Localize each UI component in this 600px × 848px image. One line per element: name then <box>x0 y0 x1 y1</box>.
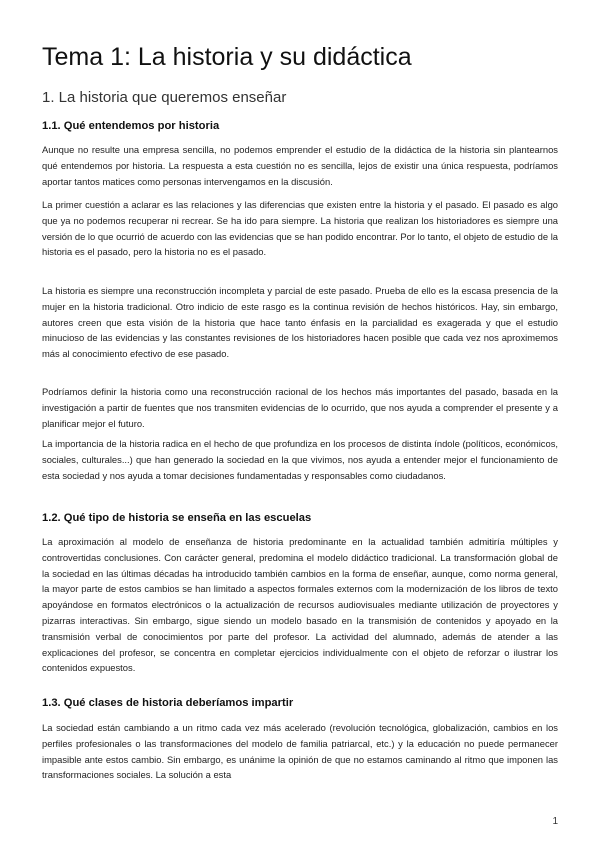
paragraph: La sociedad están cambiando a un ritmo cada vez más acelerado (revolución tecnológica, globalización, cambios en los perfiles profesionales o las transformaciones del modelo de familia patriarcal, etc.) y la educación no puede permanecer impasible ante estos cambio. Sin embargo, es unánime la opinión de que no estamos caminando al ritmo que imponen las transformaciones sociales. La solución a esta <box>42 722 558 781</box>
paragraph: Aunque no resulte una empresa sencilla, no podemos emprender el estudio de la didáctica de la historia sin plantearnos qué entendemos por historia. La respuesta a esta cuestión no es sencilla, lejos de existir una única respuesta, podríamos aportar tantos matices como personas intervengamos en la discusión. <box>42 144 558 187</box>
subsection-heading-1-2: 1.2. Qué tipo de historia se enseña en las escuelas <box>42 512 312 524</box>
subsection-heading-1-3: 1.3. Qué clases de historia deberíamos impartir <box>42 697 294 709</box>
paragraph: La importancia de la historia radica en el hecho de que profundiza en los procesos de distinta índole (políticos, económicos, sociales, culturales...) que han generado la sociedad en la que vivimos, nos ayuda a entender mejor el funcionamiento de esta sociedad y nos ayuda a tomar decisiones fundamentadas y responsables como ciudadanos. <box>42 438 558 481</box>
paragraph: La historia es siempre una reconstrucción incompleta y parcial de este pasado. Prueba de ello es la escasa presencia de la mujer en la historia tradicional. Otro indicio de este rasgo es la continua revisión de hechos históricos. Hay, sin embargo, autores creen que esta visión de la historia que hace tanto énfasis en la parcialidad es exagerada y que el estudio minucioso de las evidencias y las constantes revisiones de los historiadores hacen posible que cada vez nos aproximemos más al conocimiento efectivo de ese pasado. <box>42 285 558 360</box>
paragraph: La aproximación al modelo de enseñanza de historia predominante en la actualidad también admitiría múltiples y controvertidas conclusiones. Con carácter general, predomina el modelo didáctico tradicional. La transformación global de la sociedad en las últimas décadas ha introducido también cambios en la forma de enseñar, aunque, como norma general, la mayor parte de estos cambios se han limitado a aspectos formales externos com la modernización de los libros de texto apoyándose en formatos electrónicos o la actualización de recursos audiovisuales mediante utilización de proyectores y pizarras interactivas. Sin embargo, sigue siendo un modelo basado en la transmisión de contenidos y apoyado en la transmisión verbal de conocimientos por parte del profesor. La actividad del alumnado, además de atender a las explicaciones del profesor, se concentra en completar ejercicios individualmente con el objeto de reforzar o ilustrar los contenidos expuestos. <box>42 536 558 674</box>
paragraph: La primer cuestión a aclarar es las relaciones y las diferencias que existen entre la historia y el pasado. El pasado es algo que ya no podemos recuperar ni recrear. Se ha ido para siempre. La historia que realizan los historiadores es siempre una versión de lo que ocurrió de acuerdo con las evidencias que se han podido encontrar. Por lo tanto, el objeto de estudio de la historia es el pasado, pero la historia no es el pasado. <box>42 199 558 258</box>
page-title: Tema 1: La historia y su didáctica <box>42 43 412 71</box>
subsection-heading-1-1: 1.1. Qué entendemos por historia <box>42 120 220 132</box>
page-number: 1 <box>552 816 558 827</box>
section-title: 1. La historia que queremos enseñar <box>42 89 287 106</box>
paragraph: Podríamos definir la historia como una reconstrucción racional de los hechos más importantes del pasado, basada en la investigación a partir de fuentes que nos transmiten evidencias de lo ocurrido, que nos ayuda a comprender el presente y a planificar mejor el futuro. <box>42 386 558 429</box>
